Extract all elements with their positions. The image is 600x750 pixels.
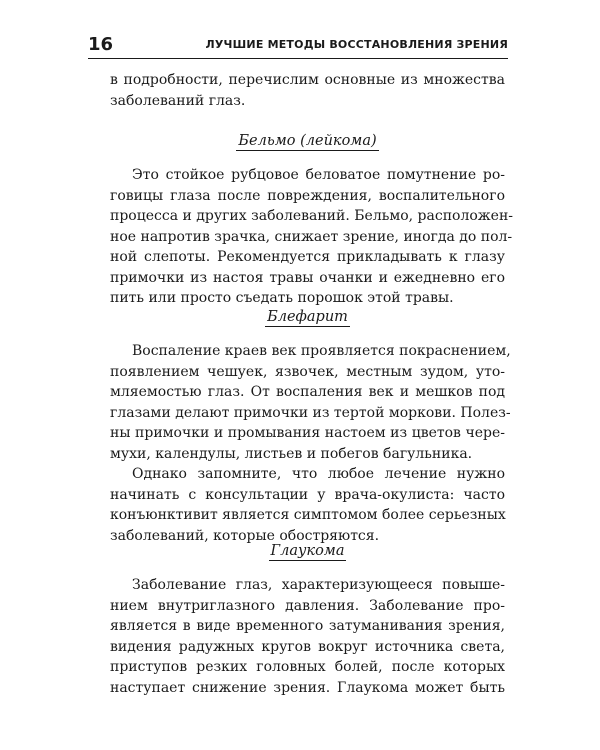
- section-paragraph: [110, 341, 511, 464]
- page-number: 16: [88, 34, 114, 55]
- text-line: ной слепоты. Рекомендуется прикладывать к глазу: [110, 249, 505, 265]
- text-line: видения радужных кругов вокруг источника света,: [110, 638, 505, 655]
- running-title: ЛУЧШИЕ МЕТОДЫ ВОССТАНОВЛЕНИЯ ЗРЕНИЯ: [205, 38, 508, 51]
- text-line: глазами делают примочки из тертой моркови. Полез-: [110, 404, 511, 421]
- text-line: конъюнктивит является симптомом более серьезных: [110, 507, 506, 523]
- text-line: Заболевание глаз, характеризующееся повыше-: [132, 577, 505, 593]
- text-line: Воспаление краев век проявляется покраснением,: [132, 343, 511, 359]
- section-heading-blefarit: Блефарит: [267, 309, 348, 325]
- text-line: приступов резких головных болей, после которых: [110, 659, 505, 675]
- text-line: мляемостью глаз. От воспаления век и мешков под: [110, 384, 505, 400]
- text-line: появлением чешуек, язвочек, местным зудом, уто-: [110, 363, 505, 380]
- text-line: начинать с консультации у врача-окулиста: часто: [110, 486, 505, 503]
- text-line: Однако запомните, что любое лечение нужно: [132, 466, 505, 482]
- text-line: в подробности, перечислим основные из множества: [110, 72, 505, 88]
- intro-paragraph: [110, 70, 505, 111]
- text-line: заболеваний, которые обостряются.: [110, 527, 380, 544]
- text-line: заболеваний глаз.: [110, 92, 246, 109]
- text-line: Это стойкое рубцовое беловатое помутнение ро-: [132, 167, 505, 183]
- section-paragraph: [110, 575, 505, 698]
- text-line: пить или просто съедать порошок этой травы.: [110, 290, 454, 306]
- text-line: примочки из настоя травы очанки и ежедневно его: [110, 269, 505, 286]
- text-line: нием внутриглазного давления. Заболевание про-: [110, 597, 505, 614]
- text-line: мухи, календулы, листьев и побегов багульника.: [110, 445, 473, 462]
- section-paragraph: [110, 464, 505, 546]
- page-header: [88, 34, 508, 59]
- text-line: является в виде временного затуманивания зрения,: [110, 618, 505, 634]
- text-line: процесса и других заболеваний. Бельмо, расположен-: [110, 208, 514, 224]
- text-line: ное напротив зрачка, снижает зрение, иногда до пол-: [110, 228, 513, 245]
- section-paragraph: [110, 165, 514, 309]
- text-line: наступает снижение зрения. Глаукома может быть: [110, 679, 505, 696]
- section-heading-glaukoma: Глаукома: [270, 543, 345, 559]
- text-line: ны примочки и промывания настоем из цветов чере-: [110, 425, 505, 441]
- section-heading-belmo: Бельмо (лейкома): [238, 133, 377, 149]
- text-line: говицы глаза после повреждения, воспалительного: [110, 187, 505, 204]
